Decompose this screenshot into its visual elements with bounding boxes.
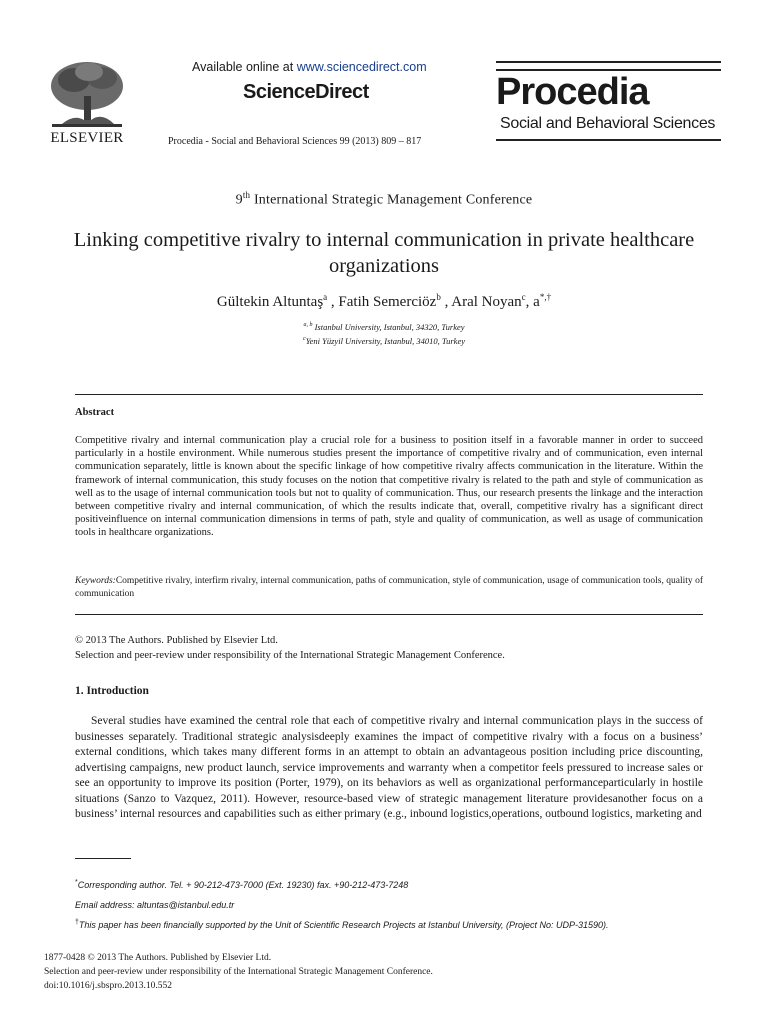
section-heading-introduction: 1. Introduction <box>75 685 149 697</box>
author-name: Gültekin Altuntaş <box>216 294 324 310</box>
issn-copyright: 1877-0428 © 2013 The Authors. Published by Elsevier Ltd. <box>44 953 272 963</box>
procedia-subtitle: Social and Behavioral Sciences <box>500 115 716 132</box>
author-sup: *,† <box>539 292 552 302</box>
footnote-email <box>75 900 234 910</box>
author-list <box>0 292 768 311</box>
introduction-body: Several studies have examined the central role that each of competitive rivalry and internal communication plays in the success of businesses separately. Traditional strategic analysisdeeply examines the impact of competitive rivalry with a focus on a business’ external conditions, which takes many different forms in an attempt to obtain an advantageous position including price discounting, advertising campaigns, new product launch, service improvements and warranty when a competitor feels pressured to increase sales or see an opportunity to improve its position (Porter, 1979), on its behaviors as well as organizational performanceparticularly in hostile situations (Sanzo to Vazquez, 2011). However, resource-based view of strategic management literature providesanother focus on a business’ internal resources and capabilities such as either primary (e.g., inbound logistics,operations, outbound logistics, marketing and <box>75 715 703 820</box>
available-prefix: Available online at <box>192 60 297 74</box>
footnote-text: Corresponding author. Tel. + 90-212-473-7000 (Ext. 19230) fax. +90-212-473-7248 <box>77 880 409 890</box>
bottom-peer-review: Selection and peer-review under responsibility of the International Strategic Management Conference. <box>44 967 433 977</box>
keywords-list: Competitive rivalry, interfirm rivalry, internal communication, paths of communication, style of communication, usage of communication tools, quality of communication <box>75 576 703 599</box>
author-sup: b <box>436 292 441 302</box>
affiliation-sup: c <box>303 336 306 343</box>
procedia-wordmark: Procedia <box>496 71 649 113</box>
footnote-mark: † <box>75 919 79 926</box>
footnote-text: This paper has been financially supported by the Unit of Scientific Research Projects at Istanbul University, (Project No: UDP-31590). <box>78 920 609 930</box>
abstract-body: Competitive rivalry and internal communication play a crucial role for a business to position itself in a favorable manner in order to succeed particularly in a hostile environment. While numerous studies present the importance of competitive rivalry and of communication, even internal communication separately, little is known about the specific linkage of how competitive rivalry affects communication in the literature. Within the framework of internal communication, this study focuses on the notion that competitive rivalry is related to the path and style of communication as well as to the usage of internal communication tools but not to quality of communication. Thus, our research presents the linkage and the interaction between competitive rivalry and internal communication, of which the results indicate that, overall, competitive rivalry has a significant direct positiveinfluence on internal communication dimensions in terms of path, style and quality of communication, as well as usage of communication tools in healthcare organizations. <box>75 435 703 539</box>
abstract-top-rule <box>75 394 703 395</box>
publisher-wordmark: ELSEVIER <box>50 130 124 146</box>
conference-ordinal: 9 <box>235 192 243 208</box>
footnote-rule <box>75 858 131 859</box>
footnote-corresponding <box>75 879 408 890</box>
procedia-bottom-rule <box>496 139 721 141</box>
doi-line: doi:10.1016/j.sbspro.2013.10.552 <box>44 981 172 991</box>
abstract-bottom-rule <box>75 614 703 615</box>
affiliation-1 <box>0 322 768 332</box>
footnote-funding <box>75 919 609 930</box>
conference-name <box>0 190 768 209</box>
abstract-heading: Abstract <box>75 407 115 418</box>
keywords-label: Keywords: <box>75 576 116 586</box>
copyright-line: © 2013 The Authors. Published by Elsevier Ltd. <box>75 635 278 646</box>
paper-title: Linking competitive rivalry to internal communication in private healthcare organizations <box>73 229 695 277</box>
author-name: , a <box>525 294 540 310</box>
affiliation-2 <box>0 336 768 346</box>
author-sup: a <box>323 292 328 302</box>
conference-title: International Strategic Management Conference <box>250 192 533 208</box>
affiliation-sup: a, b <box>303 322 313 329</box>
author-sup: c <box>521 292 526 302</box>
keywords <box>75 575 703 601</box>
author-name: , Aral Noyan <box>440 294 522 310</box>
sciencedirect-wordmark: ScienceDirect <box>243 81 369 103</box>
journal-citation: Procedia - Social and Behavioral Sciences 99 (2013) 809 – 817 <box>168 136 422 147</box>
affiliation-text: Istanbul University, Istanbul, 34320, Turkey <box>312 322 465 332</box>
footnote-text: Email address: altuntas@istanbul.edu.tr <box>75 900 235 910</box>
available-online-line <box>192 60 427 74</box>
footnote-mark: * <box>75 879 78 886</box>
peer-review-line: Selection and peer-review under responsibility of the International Strategic Management Conference. <box>75 650 505 661</box>
sciencedirect-link[interactable]: www.sciencedirect.com <box>296 60 427 74</box>
author-name: , Fatih Semerciöz <box>327 294 437 310</box>
conference-ordinal-sup: th <box>242 190 251 200</box>
affiliation-text: Yeni Yüzyil University, Istanbul, 34010, Turkey <box>305 336 465 346</box>
